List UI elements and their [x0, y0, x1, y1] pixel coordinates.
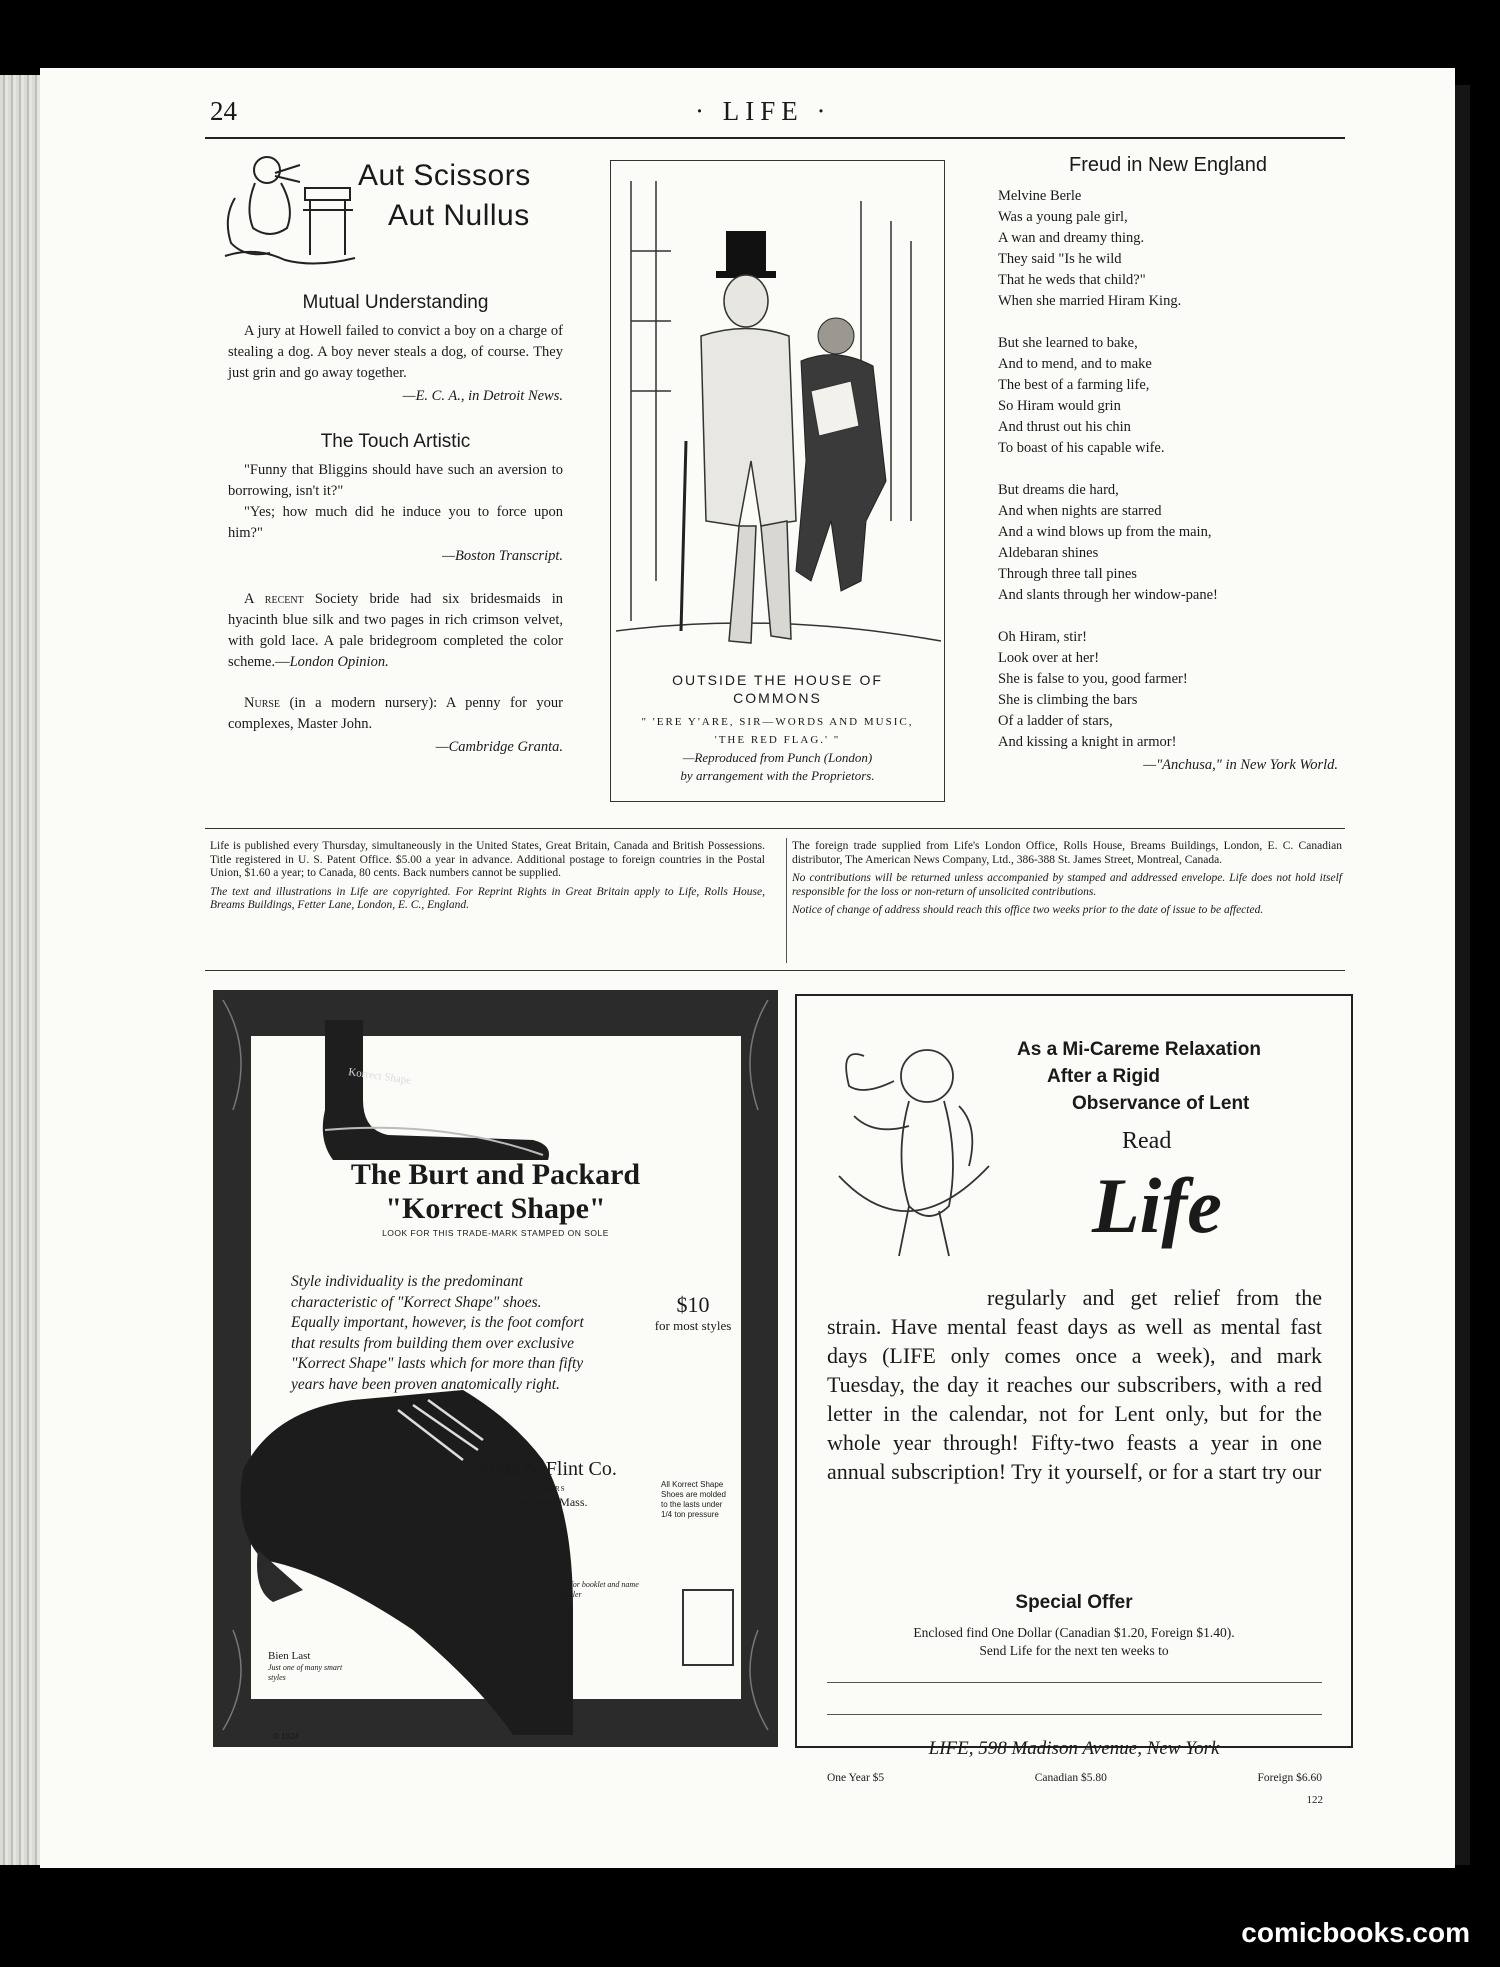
- makers-label: MAKERS: [530, 1485, 566, 1493]
- special-offer-title: Special Offer: [1015, 1592, 1133, 1613]
- life-ad-headline-3: Observance of Lent: [1072, 1093, 1250, 1114]
- shoe-price: [653, 1292, 733, 1333]
- notice-subscription: Life is published every Thursday, simultaneously in the United States, Great Britain, Canada and British Possessions. Title registered in U. S. Patent Office. $5.00 a year in advance. Additional postage to foreign countries in the Postal Union, $1.60 a year; to Canada, 80 cents. Back numbers cannot be supplied.: [210, 840, 765, 879]
- poem-line: The best of a farming life,: [998, 377, 1150, 393]
- poem-stanza-3: [998, 480, 1338, 606]
- price-canada: Canadian $5.80: [1034, 1772, 1107, 1784]
- cartoon-caption: [611, 671, 944, 785]
- poem-line: Melvine Berle: [998, 188, 1082, 204]
- poem-line: When she married Hiram King.: [998, 293, 1182, 309]
- cartoon-illustration: [611, 161, 944, 671]
- poem-line: And when nights are starred: [998, 503, 1162, 519]
- poem-line: And thrust out his chin: [998, 419, 1131, 435]
- subscription-prices: [827, 1772, 1322, 1784]
- poem-line: And to mend, and to make: [998, 356, 1152, 372]
- life-address-text: LIFE, 598 Madison Avenue, New York: [928, 1738, 1220, 1759]
- bride-body: Society bride had six bridesmaids in hyacinth blue silk and two pages in rich crimson velvet, with gold lace. A pale bridegroom completed the color scheme.—: [228, 591, 563, 670]
- poem-line: So Hiram would grin: [998, 398, 1121, 414]
- bride-lead: A recent: [244, 591, 304, 607]
- publication-notice-right: [792, 840, 1342, 923]
- maker-city: Brockton, Mass.: [508, 1495, 588, 1509]
- nurse-paragraph: [228, 693, 563, 735]
- cartoon-panel: [610, 160, 945, 802]
- notice-address-change: Notice of change of address should reach this office two weeks prior to the date of issue to be affected.: [792, 904, 1264, 916]
- burt-packard-ad: [213, 990, 778, 1747]
- touch-p2: "Yes; how much did he induce you to force upon him?": [228, 504, 563, 541]
- poem-line: They said "Is he wild: [998, 251, 1122, 267]
- bien-last-caption: [268, 1650, 358, 1683]
- burt-packard-name: The Burt and Packard: [350, 1158, 641, 1191]
- price-us: One Year $5: [827, 1772, 885, 1784]
- poem-line: A wan and dreamy thing.: [998, 230, 1145, 246]
- offer-enclosed: Enclosed find One Dollar (Canadian $1.20, Foreign $1.40).: [913, 1625, 1235, 1640]
- life-ad-headline: [1017, 1036, 1261, 1117]
- mutual-credit: —E. C. A., in Detroit News.: [402, 388, 563, 404]
- fine-print-top-rule: [205, 828, 1345, 829]
- poem-line: But dreams die hard,: [998, 482, 1119, 498]
- poem-line: And kissing a knight in armor!: [998, 734, 1177, 750]
- notice-contributions: No contributions will be returned unless accompanied by stamped and addressed envelope. Life does not hold itself responsible for the loss or non-return of unsolicited contributions.: [792, 872, 1342, 898]
- burt-packard-title: [213, 1158, 778, 1226]
- lasts-note: All Korrect Shape Shoes are molded to the lasts under 1/4 ton pressure: [661, 1480, 726, 1519]
- poem-credit: —"Anchusa," in New York World.: [1143, 757, 1338, 773]
- page-number: 24: [210, 96, 237, 126]
- poem-stanza-1: [998, 186, 1338, 312]
- korrect-shape-name: "Korrect Shape": [385, 1192, 606, 1225]
- poem-line: Look over at her!: [998, 650, 1100, 666]
- publication-notice-left: [210, 840, 765, 918]
- price-foreign: Foreign $6.60: [1257, 1772, 1322, 1784]
- offer-send: Send Life for the next ten weeks to: [979, 1643, 1169, 1658]
- poem-line: Aldebaran shines: [998, 545, 1099, 561]
- life-ad-read: Read: [1122, 1128, 1172, 1154]
- cartoon-sub-2: 'THE RED FLAG.' ": [714, 734, 841, 746]
- cherub-scissors-illustration: [215, 148, 365, 268]
- life-ad-headline-2: After a Rigid: [1047, 1066, 1160, 1087]
- fine-print-bottom-rule: [205, 970, 1345, 971]
- nurse-lead: Nurse: [244, 695, 281, 711]
- life-address: [797, 1738, 1351, 1760]
- svg-text:Korrect Shape: Korrect Shape: [347, 1066, 412, 1087]
- address-line-1[interactable]: [827, 1682, 1322, 1683]
- poem-line: Through three tall pines: [998, 566, 1137, 582]
- ad-code-number: 122: [1306, 1794, 1323, 1806]
- shoe-price-note: for most styles: [654, 1318, 732, 1333]
- poem-line: Was a young pale girl,: [998, 209, 1128, 225]
- special-offer-text: [797, 1624, 1351, 1660]
- cartoon-credit-1: —Reproduced from Punch (London): [682, 750, 873, 765]
- poem-title: Freud in New England: [1069, 154, 1267, 176]
- life-ad-body: [827, 1283, 1322, 1486]
- poem-freud: [998, 155, 1338, 776]
- running-head: · LIFE ·: [695, 96, 832, 126]
- mutual-body: A jury at Howell failed to convict a boy on a charge of stealing a dog. A boy never steals a dog, of course. They just grin and go away together.: [228, 323, 563, 381]
- cupid-illustration: [819, 1016, 1009, 1276]
- bien-last-note: Just one of many smart styles: [268, 1663, 343, 1682]
- life-subscription-ad: [795, 994, 1353, 1806]
- aut-scissors-title: [358, 156, 531, 236]
- poem-line: Oh Hiram, stir!: [998, 629, 1087, 645]
- bride-paragraph: [228, 589, 563, 673]
- poem-stanza-4: [998, 627, 1338, 753]
- left-column: [228, 292, 563, 758]
- poem-line: To boast of his capable wife.: [998, 440, 1165, 456]
- fine-print-divider: [786, 838, 787, 963]
- poem-line: She is climbing the bars: [998, 692, 1138, 708]
- nurse-credit: —Cambridge Granta.: [435, 739, 563, 755]
- maker-name: Field & Flint Co.: [479, 1458, 617, 1480]
- poem-line: Of a ladder of stars,: [998, 713, 1113, 729]
- site-watermark: comicbooks.com: [1241, 1917, 1470, 1948]
- poem-line: And slants through her window-pane!: [998, 587, 1218, 603]
- aut-scissors-header: [215, 148, 575, 268]
- shoe-ad-body: Style individuality is the predominant characteristic of "Korrect Shape" shoes. Equally important, however, is the foot comfort that results from building them over exclusive "Korrect Shape" lasts which for more than fifty years have been proven anatomically right.: [291, 1273, 584, 1393]
- address-line-2[interactable]: [827, 1714, 1322, 1715]
- cartoon-sub-1: " 'ERE Y'ARE, SIR—WORDS AND MUSIC,: [641, 716, 914, 728]
- cartoon-title: OUTSIDE THE HOUSE OF COMMONS: [672, 672, 883, 706]
- touch-credit: —Boston Transcript.: [442, 548, 563, 564]
- header-rule: [205, 137, 1345, 139]
- cartoon-credit-2: by arrangement with the Proprietors.: [680, 768, 875, 783]
- poem-stanza-2: [998, 333, 1338, 459]
- ad-copyright: © 1924: [273, 1732, 299, 1741]
- notice-foreign-trade: The foreign trade supplied from Life's London Office, Rolls House, Breams Buildings, London, E. C. Canadian distributor, The American News Company, Ltd., 386-388 St. James Street, Montreal, Canada.: [792, 840, 1342, 866]
- poem-line: That he weds that child?": [998, 272, 1146, 288]
- life-logo: Life: [1092, 1162, 1222, 1249]
- mutual-title: Mutual Understanding: [302, 292, 489, 313]
- bien-last-name: Bien Last: [268, 1650, 311, 1662]
- poem-line: But she learned to bake,: [998, 335, 1138, 351]
- booklet-note: Send for booklet and name of dealer: [553, 1580, 639, 1599]
- aut-title-line-2: Aut Nullus: [388, 199, 530, 232]
- aut-title-line-1: Aut Scissors: [358, 159, 531, 192]
- touch-title: The Touch Artistic: [320, 431, 471, 452]
- notice-copyright: The text and illustrations in Life are copyrighted. For Reprint Rights in Great Britain apply to Life, Rolls House, Breams Buildings, Fetter Lane, London, E. C., England.: [210, 885, 765, 911]
- bride-credit: London Opinion.: [289, 654, 389, 670]
- trademark-note: LOOK FOR THIS TRADE-MARK STAMPED ON SOLE: [382, 1228, 609, 1238]
- touch-p1: "Funny that Bliggins should have such an aversion to borrowing, isn't it?": [228, 462, 563, 499]
- life-ad-headline-1: As a Mi-Careme Relaxation: [1017, 1039, 1261, 1060]
- life-ad-body-text: regularly and get relief from the strain. Have mental feast days as well as mental fast days (LIFE only comes once a week), and mark Tuesday, the day it reaches our subscribers, with a red letter in the calendar, not for Lent only, but for the whole year through! Fifty-two feasts a year in one annual subscription! Try it yourself, or for a start try our: [827, 1285, 1322, 1484]
- poem-line: She is false to you, good farmer!: [998, 671, 1188, 687]
- nurse-body: (in a modern nursery): A penny for your complexes, Master John.: [228, 695, 563, 732]
- poem-line: And a wind blows up from the main,: [998, 524, 1212, 540]
- shoe-price-value: $10: [676, 1292, 710, 1317]
